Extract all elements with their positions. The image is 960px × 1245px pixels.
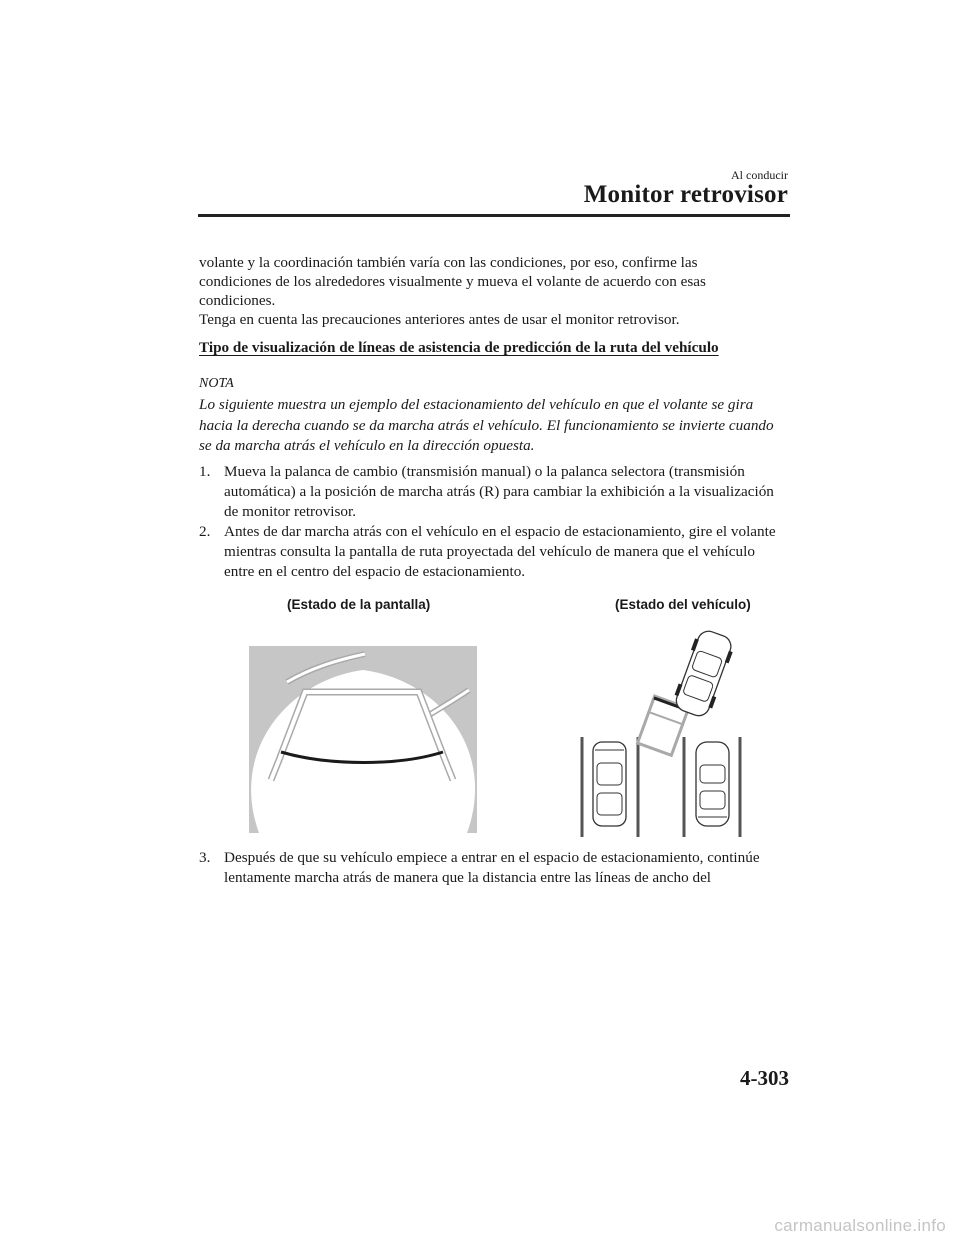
intro-paragraph [199, 253, 779, 329]
intro-line: condiciones. [199, 292, 276, 309]
intro-line: condiciones de los alrededores visualmente y mueva el volante de acuerdo con esas [199, 273, 706, 290]
note-text: Lo siguiente muestra un ejemplo del estacionamiento del vehículo en que el volante se gira hacia la derecha cuando se da marcha atrás el vehículo. El funcionamiento se invierte cuando se da marcha atrás el vehículo en la dirección opuesta. [199, 396, 774, 454]
rear-view-screen-illustration [249, 640, 477, 834]
step-number: 1. [199, 463, 211, 480]
parking-diagram-illustration [580, 625, 750, 840]
step-item [199, 848, 784, 888]
page-number: 4-303 [740, 1066, 789, 1090]
intro-line: Tenga en cuenta las precauciones anteriores antes de usar el monitor retrovisor. [199, 311, 680, 328]
step-item [199, 522, 784, 582]
header-divider [198, 214, 790, 217]
watermark: carmanualsonline.info [774, 1216, 946, 1235]
reversing-car [670, 627, 736, 720]
parked-car-left [593, 742, 626, 826]
screen-warning-text: Compruebe los alrededores por seguridad [267, 818, 459, 829]
step-number: 2. [199, 523, 211, 540]
note-label: NOTA [199, 376, 234, 391]
vehicle-caption: (Estado del vehículo) [615, 597, 751, 612]
intro-line: volante y la coordinación también varía con las condiciones, por eso, confirme las [199, 254, 698, 271]
step-number: 3. [199, 849, 211, 866]
section-label: Al conducir [731, 168, 788, 182]
step-text: Mueva la palanca de cambio (transmisión manual) o la palanca selectora (transmisión automática) a la posición de marcha atrás (R) para cambiar la exhibición a la visualización de monitor retrovisor. [224, 463, 774, 520]
parked-car-right [696, 742, 729, 826]
step-text: Antes de dar marcha atrás con el vehículo en el espacio de estacionamiento, gire el volante mientras consulta la pantalla de ruta proyectada del vehículo de manera que el vehículo entre en el centro del espacio de estacionamiento. [224, 523, 776, 580]
screen-caption: (Estado de la pantalla) [287, 597, 431, 612]
step-text: Después de que su vehículo empiece a entrar en el espacio de estacionamiento, continúe lentamente marcha atrás de manera que la distancia entre las líneas de ancho del [224, 849, 760, 886]
subheading: Tipo de visualización de líneas de asistencia de predicción de la ruta del vehículo [199, 339, 719, 356]
step-item [199, 462, 784, 522]
page-title: Monitor retrovisor [583, 181, 788, 208]
